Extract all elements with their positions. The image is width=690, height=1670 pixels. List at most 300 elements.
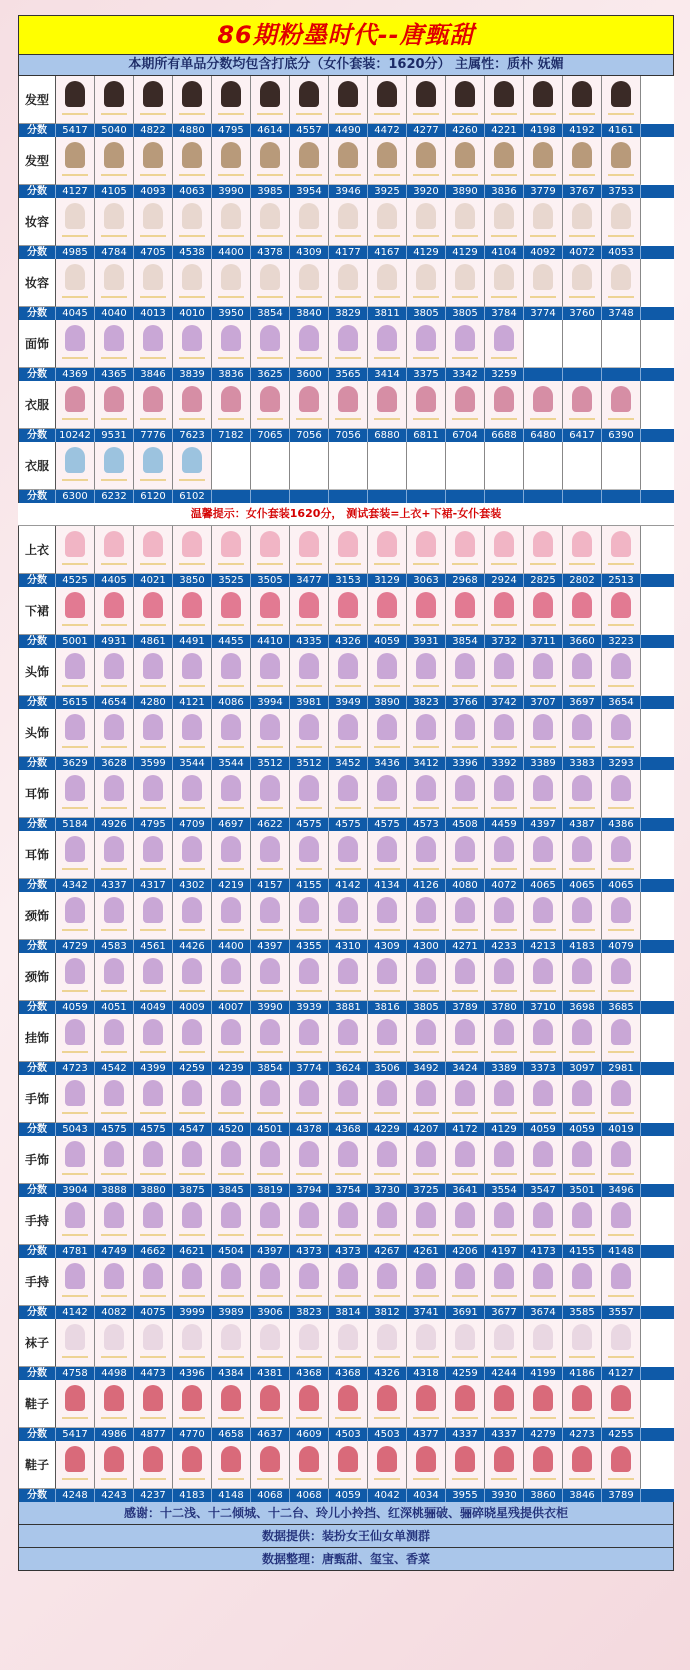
item-score: 3812 xyxy=(368,1306,407,1319)
item-score: 4795 xyxy=(212,124,251,137)
rating-stars-icon xyxy=(62,624,88,626)
rating-stars-icon xyxy=(335,990,361,992)
item-row xyxy=(19,1441,674,1489)
item-icon xyxy=(221,203,241,229)
item-icon xyxy=(338,714,358,740)
rating-stars-icon xyxy=(257,1417,283,1419)
item-icon xyxy=(143,1385,163,1411)
page-title: 86期粉墨时代--唐甄甜 xyxy=(18,15,674,55)
item-icon xyxy=(143,1446,163,1472)
item-icon xyxy=(533,897,553,923)
rating-stars-icon xyxy=(413,563,439,565)
item-thumbnail xyxy=(524,1258,563,1306)
item-score: 4206 xyxy=(446,1245,485,1258)
item-icon xyxy=(416,897,436,923)
item-score: 3624 xyxy=(329,1062,368,1075)
item-row xyxy=(19,1136,674,1184)
item-thumbnail xyxy=(563,320,602,368)
item-thumbnail xyxy=(212,831,251,879)
rating-stars-icon xyxy=(608,624,634,626)
item-icon xyxy=(143,447,163,473)
item-icon xyxy=(182,1080,202,1106)
item-icon xyxy=(299,1080,319,1106)
item-score: 3990 xyxy=(212,185,251,198)
item-icon xyxy=(533,203,553,229)
rating-stars-icon xyxy=(452,418,478,420)
rating-stars-icon xyxy=(374,357,400,359)
item-thumbnail xyxy=(56,1014,95,1062)
rating-stars-icon xyxy=(452,563,478,565)
score-row xyxy=(19,879,674,892)
item-thumbnail xyxy=(173,709,212,757)
item-score: 3512 xyxy=(290,757,329,770)
item-icon xyxy=(338,1080,358,1106)
rating-stars-icon xyxy=(491,868,517,870)
item-icon xyxy=(611,1019,631,1045)
rating-stars-icon xyxy=(257,296,283,298)
item-thumbnail xyxy=(95,198,134,246)
item-score: 3816 xyxy=(368,1001,407,1014)
item-score: 4092 xyxy=(524,246,563,259)
item-score: 4520 xyxy=(212,1123,251,1136)
item-score: 4086 xyxy=(212,696,251,709)
rating-stars-icon xyxy=(218,929,244,931)
item-icon xyxy=(221,386,241,412)
item-thumbnail xyxy=(368,953,407,1001)
item-icon xyxy=(455,1141,475,1167)
item-thumbnail xyxy=(407,770,446,818)
item-thumbnail xyxy=(251,137,290,185)
item-score: 3342 xyxy=(446,368,485,381)
item-icon xyxy=(494,1446,514,1472)
score-label: 分数 xyxy=(19,246,56,259)
rating-stars-icon xyxy=(374,1295,400,1297)
item-icon xyxy=(182,1263,202,1289)
item-thumbnail xyxy=(95,526,134,574)
item-thumbnail xyxy=(134,1319,173,1367)
item-score: 5417 xyxy=(56,1428,95,1441)
rating-stars-icon xyxy=(530,113,556,115)
rating-stars-icon xyxy=(335,174,361,176)
item-icon xyxy=(494,1141,514,1167)
rating-stars-icon xyxy=(179,868,205,870)
score-label: 分数 xyxy=(19,1245,56,1258)
rating-stars-icon xyxy=(374,868,400,870)
item-icon xyxy=(299,142,319,168)
item-thumbnail xyxy=(563,709,602,757)
item-thumbnail xyxy=(56,381,95,429)
item-thumbnail xyxy=(134,892,173,940)
item-score: 4127 xyxy=(602,1367,641,1380)
item-score: 3565 xyxy=(329,368,368,381)
score-row xyxy=(19,246,674,259)
item-score: 3389 xyxy=(485,1062,524,1075)
item-icon xyxy=(533,958,553,984)
rating-stars-icon xyxy=(413,1112,439,1114)
score-label: 分数 xyxy=(19,1001,56,1014)
item-thumbnail xyxy=(173,442,212,490)
item-icon xyxy=(611,592,631,618)
item-icon xyxy=(65,81,85,107)
item-icon xyxy=(299,714,319,740)
item-icon xyxy=(572,1263,592,1289)
item-thumbnail xyxy=(329,526,368,574)
score-label: 分数 xyxy=(19,879,56,892)
rating-stars-icon xyxy=(218,1356,244,1358)
rating-stars-icon xyxy=(569,1478,595,1480)
item-icon xyxy=(104,447,124,473)
item-thumbnail xyxy=(56,198,95,246)
item-score xyxy=(368,490,407,503)
item-thumbnail xyxy=(407,137,446,185)
item-score: 3732 xyxy=(485,635,524,648)
footer-thanks: 感谢：十二浅、十二倾城、十二台、玲儿小拎挡、红深桃骊破、骊碎晓星残提供衣柜 xyxy=(18,1502,674,1525)
item-thumbnail xyxy=(134,831,173,879)
item-thumbnail xyxy=(95,1441,134,1489)
item-icon xyxy=(143,653,163,679)
rating-stars-icon xyxy=(218,1051,244,1053)
item-score: 4040 xyxy=(95,307,134,320)
category-label: 鞋子 xyxy=(19,1380,56,1428)
rating-stars-icon xyxy=(101,1112,127,1114)
item-icon xyxy=(104,897,124,923)
item-score: 3805 xyxy=(446,307,485,320)
item-thumbnail xyxy=(485,259,524,307)
rating-stars-icon xyxy=(530,990,556,992)
item-thumbnail xyxy=(251,381,290,429)
item-score: 4273 xyxy=(563,1428,602,1441)
item-thumbnail xyxy=(95,137,134,185)
item-thumbnail xyxy=(290,1075,329,1123)
item-icon xyxy=(299,1263,319,1289)
item-thumbnail xyxy=(56,1380,95,1428)
rating-stars-icon xyxy=(530,807,556,809)
item-score: 4397 xyxy=(251,940,290,953)
rating-stars-icon xyxy=(296,685,322,687)
rating-stars-icon xyxy=(179,685,205,687)
rating-stars-icon xyxy=(491,418,517,420)
rating-stars-icon xyxy=(530,563,556,565)
item-score: 4573 xyxy=(407,818,446,831)
item-thumbnail xyxy=(95,259,134,307)
item-thumbnail xyxy=(134,442,173,490)
rating-stars-icon xyxy=(296,357,322,359)
item-icon xyxy=(338,264,358,290)
rating-stars-icon xyxy=(413,1295,439,1297)
category-label: 发型 xyxy=(19,137,56,185)
item-score xyxy=(485,490,524,503)
item-icon xyxy=(182,203,202,229)
item-score: 6390 xyxy=(602,429,641,442)
item-score: 4410 xyxy=(251,635,290,648)
item-icon xyxy=(611,1385,631,1411)
item-thumbnail xyxy=(251,648,290,696)
rating-stars-icon xyxy=(179,174,205,176)
item-icon xyxy=(377,897,397,923)
rating-stars-icon xyxy=(608,1417,634,1419)
item-icon xyxy=(143,531,163,557)
item-thumbnail xyxy=(446,709,485,757)
item-score: 3860 xyxy=(524,1489,563,1502)
category-label: 下裙 xyxy=(19,587,56,635)
score-label: 分数 xyxy=(19,696,56,709)
item-thumbnail xyxy=(524,648,563,696)
rating-stars-icon xyxy=(374,113,400,115)
item-icon xyxy=(494,1202,514,1228)
item-row xyxy=(19,76,674,124)
item-score: 3628 xyxy=(95,757,134,770)
rating-stars-icon xyxy=(218,296,244,298)
item-thumbnail xyxy=(290,526,329,574)
item-thumbnail xyxy=(95,587,134,635)
item-score: 4426 xyxy=(173,940,212,953)
rating-stars-icon xyxy=(452,685,478,687)
rating-stars-icon xyxy=(452,1234,478,1236)
rating-stars-icon xyxy=(530,1417,556,1419)
item-thumbnail xyxy=(290,648,329,696)
item-row xyxy=(19,526,674,574)
item-icon xyxy=(182,592,202,618)
item-score: 5001 xyxy=(56,635,95,648)
item-thumbnail xyxy=(329,1258,368,1306)
item-icon xyxy=(299,531,319,557)
item-icon xyxy=(455,958,475,984)
item-score: 4504 xyxy=(212,1245,251,1258)
item-thumbnail xyxy=(563,1014,602,1062)
rating-stars-icon xyxy=(140,1417,166,1419)
item-thumbnail xyxy=(290,770,329,818)
item-thumbnail xyxy=(290,1014,329,1062)
item-icon xyxy=(221,1080,241,1106)
category-label: 颈饰 xyxy=(19,892,56,940)
item-icon xyxy=(572,531,592,557)
item-score: 3414 xyxy=(368,368,407,381)
item-icon xyxy=(377,1080,397,1106)
item-score: 3741 xyxy=(407,1306,446,1319)
item-thumbnail xyxy=(56,1075,95,1123)
item-score: 3544 xyxy=(173,757,212,770)
item-score: 3748 xyxy=(602,307,641,320)
item-icon xyxy=(143,958,163,984)
item-icon xyxy=(611,81,631,107)
item-score: 3950 xyxy=(212,307,251,320)
item-icon xyxy=(377,1141,397,1167)
item-score: 4337 xyxy=(446,1428,485,1441)
item-icon xyxy=(260,1263,280,1289)
item-score: 3955 xyxy=(446,1489,485,1502)
rating-stars-icon xyxy=(413,746,439,748)
score-label: 分数 xyxy=(19,635,56,648)
rating-stars-icon xyxy=(413,1417,439,1419)
item-score: 3925 xyxy=(368,185,407,198)
item-score: 4063 xyxy=(173,185,212,198)
item-score: 3989 xyxy=(212,1306,251,1319)
item-icon xyxy=(65,897,85,923)
item-score xyxy=(524,490,563,503)
item-icon xyxy=(572,653,592,679)
item-score: 2802 xyxy=(563,574,602,587)
rating-stars-icon xyxy=(413,1356,439,1358)
item-score: 5615 xyxy=(56,696,95,709)
item-thumbnail xyxy=(368,442,407,490)
item-row xyxy=(19,648,674,696)
item-thumbnail xyxy=(329,1075,368,1123)
rating-stars-icon xyxy=(530,1173,556,1175)
item-icon xyxy=(416,264,436,290)
score-label: 分数 xyxy=(19,1367,56,1380)
rating-stars-icon xyxy=(569,235,595,237)
item-score: 3754 xyxy=(329,1184,368,1197)
item-icon xyxy=(377,142,397,168)
item-score: 3823 xyxy=(407,696,446,709)
item-score: 2968 xyxy=(446,574,485,587)
rating-stars-icon xyxy=(257,113,283,115)
item-thumbnail xyxy=(251,892,290,940)
item-score: 4459 xyxy=(485,818,524,831)
item-score: 4167 xyxy=(368,246,407,259)
item-icon xyxy=(416,592,436,618)
item-score: 3839 xyxy=(173,368,212,381)
item-score: 3774 xyxy=(290,1062,329,1075)
item-score: 4355 xyxy=(290,940,329,953)
item-score: 3654 xyxy=(602,696,641,709)
rating-stars-icon xyxy=(452,1173,478,1175)
item-thumbnail xyxy=(329,709,368,757)
score-row xyxy=(19,635,674,648)
item-icon xyxy=(143,1019,163,1045)
score-row xyxy=(19,940,674,953)
item-score: 3436 xyxy=(368,757,407,770)
item-score: 4075 xyxy=(134,1306,173,1319)
item-thumbnail xyxy=(56,770,95,818)
item-thumbnail xyxy=(173,892,212,940)
item-score: 4575 xyxy=(329,818,368,831)
item-score: 3906 xyxy=(251,1306,290,1319)
item-score: 4397 xyxy=(524,818,563,831)
item-thumbnail xyxy=(524,526,563,574)
item-thumbnail xyxy=(446,953,485,1001)
rating-stars-icon xyxy=(179,1295,205,1297)
item-icon xyxy=(182,1202,202,1228)
item-icon xyxy=(182,1019,202,1045)
item-score: 4243 xyxy=(95,1489,134,1502)
item-thumbnail xyxy=(368,1319,407,1367)
item-score: 4129 xyxy=(446,246,485,259)
rating-stars-icon xyxy=(140,1112,166,1114)
item-icon xyxy=(377,531,397,557)
item-icon xyxy=(416,1141,436,1167)
item-score: 4377 xyxy=(407,1428,446,1441)
item-thumbnail xyxy=(251,709,290,757)
item-thumbnail xyxy=(524,1014,563,1062)
item-icon xyxy=(260,1385,280,1411)
item-icon xyxy=(299,1446,319,1472)
rating-stars-icon xyxy=(530,1478,556,1480)
item-thumbnail xyxy=(95,1380,134,1428)
item-score: 7182 xyxy=(212,429,251,442)
item-score: 7056 xyxy=(290,429,329,442)
item-score: 3779 xyxy=(524,185,563,198)
item-icon xyxy=(377,653,397,679)
item-score: 3674 xyxy=(524,1306,563,1319)
item-score: 4861 xyxy=(134,635,173,648)
item-icon xyxy=(611,897,631,923)
item-icon xyxy=(299,958,319,984)
item-icon xyxy=(221,325,241,351)
item-score: 7776 xyxy=(134,429,173,442)
item-icon xyxy=(416,1385,436,1411)
item-thumbnail xyxy=(56,1441,95,1489)
item-icon xyxy=(104,958,124,984)
item-score: 3840 xyxy=(290,307,329,320)
item-icon xyxy=(416,1263,436,1289)
rating-stars-icon xyxy=(257,1356,283,1358)
item-score: 4368 xyxy=(290,1367,329,1380)
rating-stars-icon xyxy=(179,807,205,809)
rating-stars-icon xyxy=(296,1417,322,1419)
item-thumbnail xyxy=(329,198,368,246)
rating-stars-icon xyxy=(413,1173,439,1175)
item-thumbnail xyxy=(173,526,212,574)
item-thumbnail xyxy=(95,831,134,879)
item-thumbnail xyxy=(251,1197,290,1245)
item-score: 4561 xyxy=(134,940,173,953)
item-score: 4261 xyxy=(407,1245,446,1258)
item-thumbnail xyxy=(56,259,95,307)
rating-stars-icon xyxy=(491,1173,517,1175)
item-icon xyxy=(65,1019,85,1045)
score-row xyxy=(19,818,674,831)
item-thumbnail xyxy=(134,953,173,1001)
item-thumbnail xyxy=(329,831,368,879)
rating-stars-icon xyxy=(296,868,322,870)
rating-stars-icon xyxy=(140,174,166,176)
rating-stars-icon xyxy=(452,746,478,748)
item-icon xyxy=(143,142,163,168)
item-thumbnail xyxy=(290,892,329,940)
item-thumbnail xyxy=(56,137,95,185)
item-icon xyxy=(494,1019,514,1045)
item-thumbnail xyxy=(407,198,446,246)
item-icon xyxy=(377,592,397,618)
item-score: 3994 xyxy=(251,696,290,709)
item-icon xyxy=(338,775,358,801)
item-score: 3452 xyxy=(329,757,368,770)
rating-stars-icon xyxy=(62,1356,88,1358)
rating-stars-icon xyxy=(140,1051,166,1053)
item-score: 3512 xyxy=(251,757,290,770)
rating-stars-icon xyxy=(101,990,127,992)
item-thumbnail xyxy=(368,1197,407,1245)
item-thumbnail xyxy=(602,1319,641,1367)
item-thumbnail xyxy=(602,442,641,490)
item-icon xyxy=(494,1324,514,1350)
item-thumbnail xyxy=(407,320,446,368)
rating-stars-icon xyxy=(608,685,634,687)
item-icon xyxy=(299,1324,319,1350)
item-thumbnail xyxy=(407,1258,446,1306)
rating-stars-icon xyxy=(101,357,127,359)
rating-stars-icon xyxy=(218,113,244,115)
item-icon xyxy=(221,1324,241,1350)
item-score: 4396 xyxy=(173,1367,212,1380)
item-icon xyxy=(65,1080,85,1106)
item-thumbnail xyxy=(407,709,446,757)
item-thumbnail xyxy=(173,1319,212,1367)
item-score: 4397 xyxy=(251,1245,290,1258)
rating-stars-icon xyxy=(335,685,361,687)
item-thumbnail xyxy=(407,381,446,429)
